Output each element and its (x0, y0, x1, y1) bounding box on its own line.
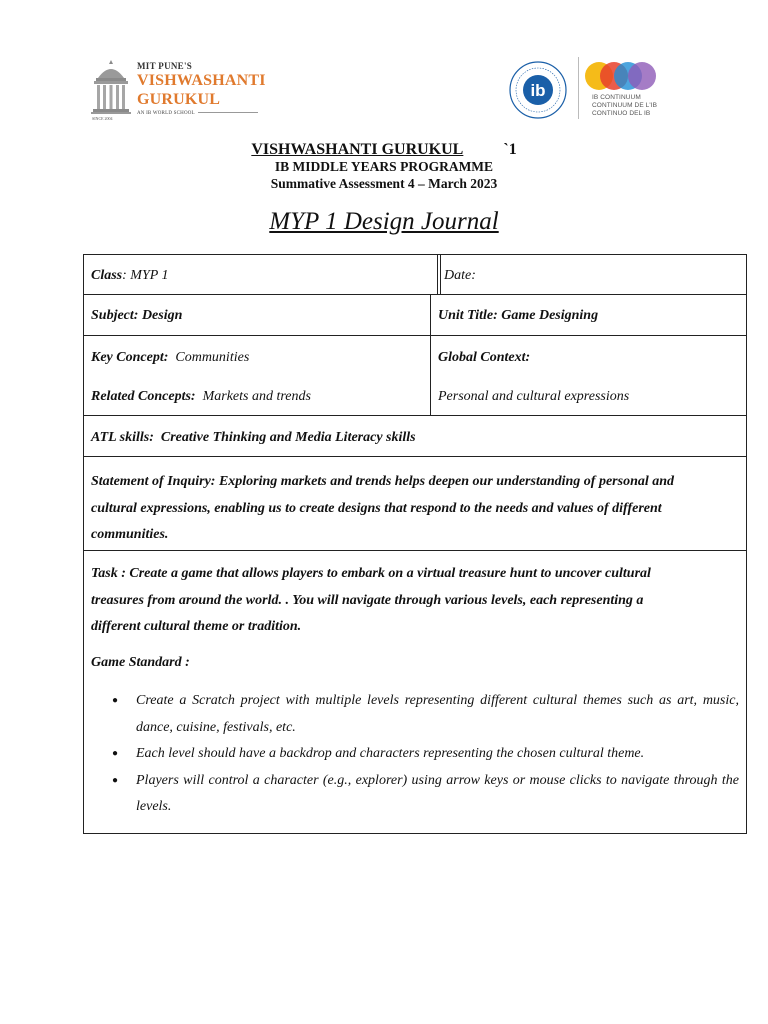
ib-continuum-line: IB CONTINUUM (592, 94, 641, 101)
statement-line: cultural expressions, enabling us to create designs that respond to the needs and values of different (91, 500, 662, 516)
table-row-statement (84, 457, 746, 551)
task-line: different cultural theme or tradition. (91, 619, 302, 634)
since-text: SINCE 2004 (92, 116, 113, 121)
date-cell: Date: (444, 268, 476, 283)
school-logo-small: MIT PUNE'S (137, 61, 193, 71)
global-context-label: Global Context: (438, 350, 531, 365)
task-description (91, 561, 739, 641)
ib-logo (508, 57, 668, 123)
atl-cell: ATL skills: Creative Thinking and Media Literacy skills (91, 430, 416, 445)
school-logo-tagline: AN IB WORLD SCHOOL (137, 111, 266, 116)
list-item: ● Each level should have a backdrop and characters representing the chosen cultural theme. (112, 741, 739, 768)
related-concepts-cell: Related Concepts: Markets and trends (91, 389, 311, 404)
ib-continuum-line: CONTINUUM DE L'IB (592, 102, 658, 109)
school-logo (90, 58, 280, 124)
ib-logo-divider (578, 57, 579, 119)
table-row-task (84, 551, 746, 833)
school-logo-line1: VISHWASHANTI (137, 72, 266, 89)
ib-continuum-circles-icon (584, 61, 658, 91)
task-line: treasures from around the world. . You will navigate through various levels, each representing a (91, 592, 644, 608)
game-standard-label: Game Standard : (91, 655, 190, 670)
unit-title-cell: Unit Title: Game Designing (438, 308, 599, 323)
ib-seal-text: ib (530, 81, 546, 100)
assessment-heading: Summative Assessment 4 – March 2023 (270, 176, 498, 191)
table-row-class-date (84, 255, 746, 295)
school-heading-name: VISHWASHANTI GURUKUL (251, 141, 464, 158)
page-title: MYP 1 Design Journal (269, 208, 499, 235)
temple-icon (90, 58, 132, 122)
ib-continuum-text (592, 94, 657, 118)
global-context-value: Personal and cultural expressions (438, 389, 630, 404)
class-cell: Class: MYP 1 (91, 268, 169, 283)
statement-of-inquiry (91, 469, 739, 549)
page-mark: `1 (503, 141, 517, 158)
subject-cell: Subject: Design (91, 308, 183, 323)
statement-line: communities. (91, 527, 169, 542)
ib-continuum-line: CONTINUO DEL IB (592, 110, 651, 117)
programme-heading: IB MIDDLE YEARS PROGRAMME (274, 159, 494, 174)
list-item: ● Create a Scratch project with multiple levels representing different cultural themes such as art, music, dance, cuisine, festivals, etc. (112, 688, 739, 741)
school-logo-line2: GURUKUL (137, 91, 221, 108)
statement-line: Statement of Inquiry: Exploring markets and trends helps deepen our understanding of personal and (91, 474, 675, 489)
school-heading (0, 141, 768, 159)
ib-seal-icon (508, 60, 568, 120)
game-standard-list (112, 688, 739, 821)
table-row-concepts (84, 336, 746, 416)
table-row-atl (84, 416, 746, 457)
task-line: Task : Create a game that allows players to embark on a virtual treasure hunt to uncover cultural (91, 566, 651, 581)
table-row-subject-unit (84, 295, 746, 336)
list-item: ● Players will control a character (e.g., explorer) using arrow keys or mouse clicks to navigate through the levels. (112, 768, 739, 821)
journal-table (83, 254, 747, 834)
school-logo-text (137, 61, 266, 116)
key-concept-cell: Key Concept: Communities (91, 350, 250, 365)
